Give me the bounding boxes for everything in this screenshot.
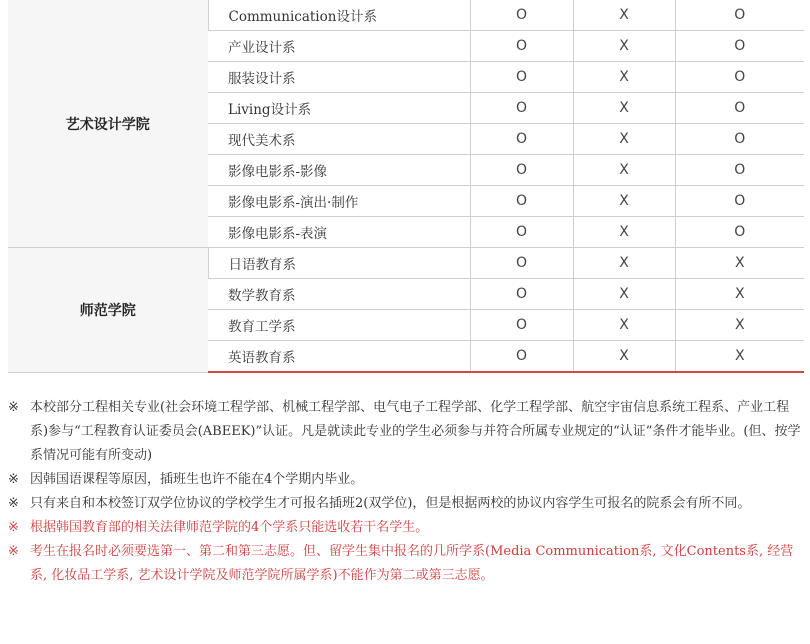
- availability-mark-1: O: [470, 155, 573, 186]
- department-name: 服装设计系: [208, 62, 470, 93]
- availability-mark-1: O: [470, 186, 573, 217]
- note-item: [8, 492, 804, 516]
- availability-mark-2: X: [573, 217, 675, 248]
- availability-mark-2: X: [573, 186, 675, 217]
- department-name: 影像电影系-表演: [208, 217, 470, 248]
- note-text: 因韩国语课程等原因，插班生也许不能在4个学期内毕业。: [30, 472, 364, 487]
- availability-mark-2: X: [573, 31, 675, 62]
- availability-mark-3: O: [675, 31, 804, 62]
- availability-mark-2: X: [573, 279, 675, 310]
- table-row: [8, 0, 804, 31]
- note-text: 考生在报名时必须要选第一、第二和第三志愿。但、留学生集中报名的几所学系(Media Communication系, 文化Contents系, 经营系, 化妆品工学系, 艺术设计学院及师范学院所属学系)不能作为第二或第三志愿。: [30, 544, 794, 583]
- department-table-body: [8, 0, 804, 372]
- availability-mark-2: X: [573, 93, 675, 124]
- availability-mark-3: X: [675, 341, 804, 373]
- department-name: 现代美术系: [208, 124, 470, 155]
- availability-mark-1: O: [470, 0, 573, 31]
- note-text: 只有来自和本校签订双学位协议的学校学生才可报名插班2(双学位)，但是根据两校的协议内容学生可报名的院系会有所不同。: [30, 496, 751, 511]
- availability-mark-3: X: [675, 248, 804, 279]
- reference-mark-icon: ※: [8, 400, 19, 415]
- department-name: 产业设计系: [208, 31, 470, 62]
- availability-mark-1: O: [470, 310, 573, 341]
- note-item: [8, 516, 804, 540]
- college-name: 师范学院: [8, 248, 208, 373]
- department-name: Living设计系: [208, 93, 470, 124]
- availability-mark-3: X: [675, 310, 804, 341]
- availability-mark-3: O: [675, 186, 804, 217]
- availability-mark-1: O: [470, 124, 573, 155]
- availability-mark-3: O: [675, 155, 804, 186]
- reference-mark-icon: ※: [8, 472, 19, 487]
- availability-mark-1: O: [470, 31, 573, 62]
- availability-mark-2: X: [573, 341, 675, 373]
- department-name: 英语教育系: [208, 341, 470, 373]
- department-name: 日语教育系: [208, 248, 470, 279]
- availability-mark-3: X: [675, 279, 804, 310]
- college-name: 艺术设计学院: [8, 0, 208, 248]
- department-name: 教育工学系: [208, 310, 470, 341]
- availability-mark-2: X: [573, 62, 675, 93]
- reference-mark-icon: ※: [8, 520, 19, 535]
- availability-mark-2: X: [573, 248, 675, 279]
- availability-mark-1: O: [470, 248, 573, 279]
- note-text: 本校部分工程相关专业(社会环境工程学部、机械工程学部、电气电子工程学部、化学工程学部、航空宇宙信息系统工程系、产业工程系)参与“工程教育认证委员会(ABEEK)”认证。凡是就读此专业的学生必须参与并符合所属专业规定的“认证”条件才能毕业。(但、按学系情况可能有所变动): [30, 400, 801, 463]
- availability-mark-3: O: [675, 217, 804, 248]
- department-name: Communication设计系: [208, 0, 470, 31]
- department-name: 影像电影系-演出·制作: [208, 186, 470, 217]
- availability-mark-1: O: [470, 341, 573, 373]
- department-name: 影像电影系-影像: [208, 155, 470, 186]
- availability-mark-2: X: [573, 155, 675, 186]
- reference-mark-icon: ※: [8, 544, 19, 559]
- department-table: [8, 0, 804, 373]
- availability-mark-2: X: [573, 310, 675, 341]
- department-table-wrapper: [8, 0, 804, 373]
- table-row: [8, 248, 804, 279]
- availability-mark-1: O: [470, 217, 573, 248]
- notes-section: [8, 396, 804, 588]
- note-item: [8, 396, 804, 468]
- availability-mark-3: O: [675, 0, 804, 31]
- reference-mark-icon: ※: [8, 496, 19, 511]
- availability-mark-1: O: [470, 93, 573, 124]
- availability-mark-1: O: [470, 279, 573, 310]
- availability-mark-2: X: [573, 0, 675, 31]
- availability-mark-3: O: [675, 62, 804, 93]
- availability-mark-1: O: [470, 62, 573, 93]
- department-name: 数学教育系: [208, 279, 470, 310]
- note-item: [8, 468, 804, 492]
- note-item: [8, 540, 804, 588]
- note-text: 根据韩国教育部的相关法律师范学院的4个学系只能选收若干名学生。: [30, 520, 429, 535]
- availability-mark-3: O: [675, 93, 804, 124]
- availability-mark-2: X: [573, 124, 675, 155]
- availability-mark-3: O: [675, 124, 804, 155]
